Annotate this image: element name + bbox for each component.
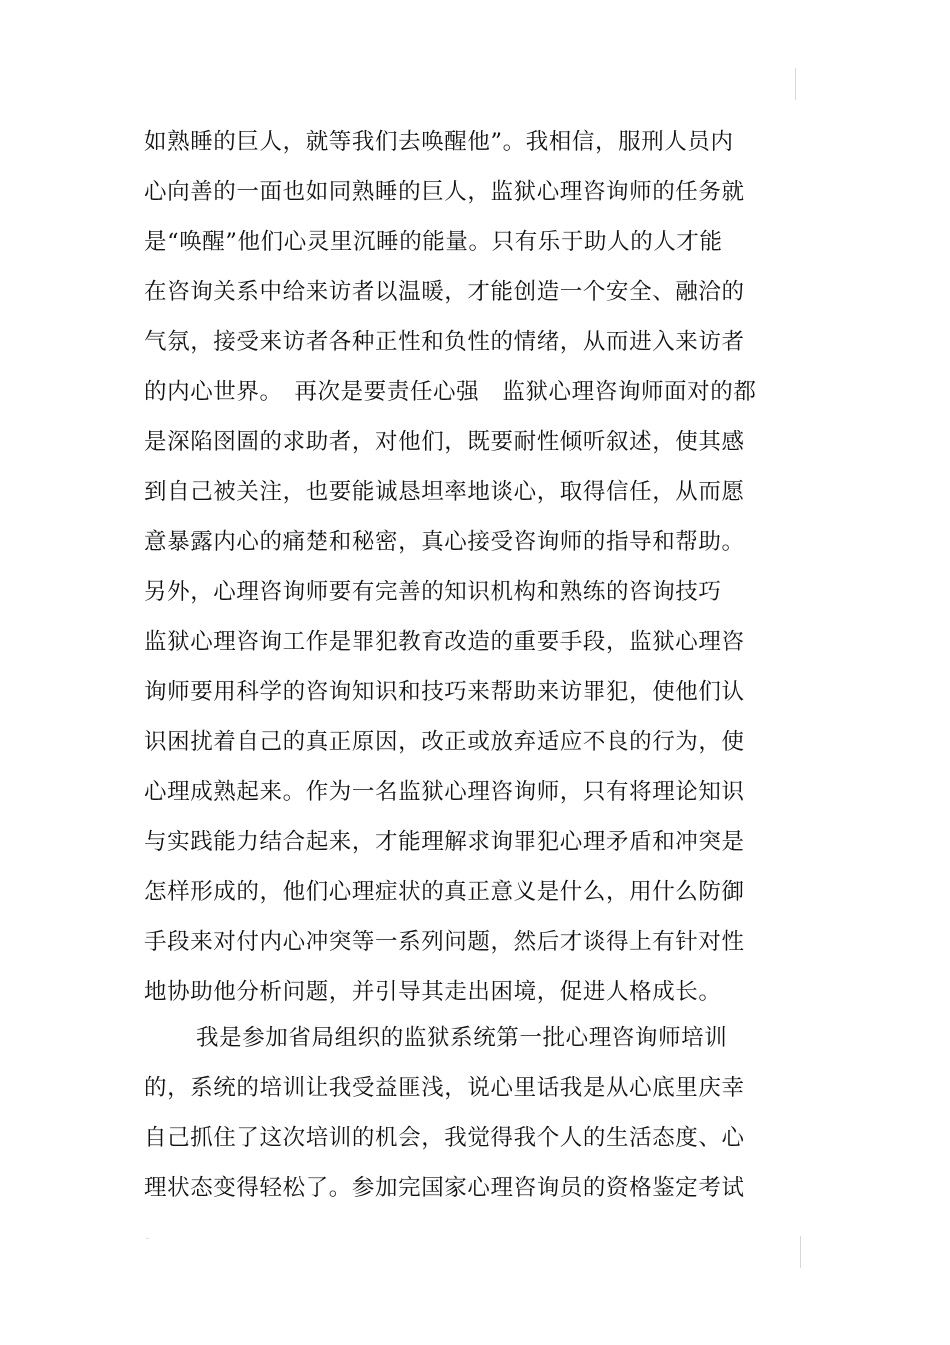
text-line-16: 怎样形成的，他们心理症状的真正意义是什么，用什么防御 — [144, 879, 745, 905]
text-line-17: 手段来对付内心冲突等一系列问题，然后才谈得上有针对性 — [144, 929, 745, 955]
text-line-7: 是深陷囹圄的求助者，对他们，既要耐性倾听叙述，使其感 — [144, 429, 745, 455]
text-line-10: 另外，心理咨询师要有完善的知识机构和熟练的咨询技巧 — [144, 579, 722, 605]
text-line-3: 是“唤醒”他们心灵里沉睡的能量。只有乐于助人的人才能 — [144, 229, 723, 255]
text-line-21: 自己抓住了这次培训的机会，我觉得我个人的生活态度、心 — [144, 1125, 745, 1151]
text-line-18: 地协助他分析问题，并引导其走出困境，促进人格成长。 — [144, 979, 722, 1005]
text-line-20: 的，系统的培训让我受益匪浅，说心里话我是从心底里庆幸 — [144, 1075, 745, 1101]
text-line-9: 意暴露内心的痛楚和秘密，真心接受咨询师的指导和帮助。 — [144, 529, 745, 555]
text-line-14: 心理成熟起来。作为一名监狱心理咨询师，只有将理论知识 — [144, 779, 745, 805]
text-line-13: 识困扰着自己的真正原因，改正或放弃适应不良的行为，使 — [144, 729, 745, 755]
text-line-8: 到自己被关注，也要能诚恳坦率地谈心，取得信任，从而愿 — [144, 479, 745, 505]
text-line-4: 在咨询关系中给来访者以温暖，才能创造一个安全、融洽的 — [144, 279, 745, 305]
page-edge-mark-bottom — [800, 1236, 801, 1268]
text-line-19: 我是参加省局组织的监狱系统第一批心理咨询师培训 — [196, 1025, 728, 1051]
text-line-2: 心向善的一面也如同熟睡的巨人，监狱心理咨询师的任务就 — [144, 179, 745, 205]
page-edge-mark-dot — [146, 1238, 149, 1239]
text-line-15: 与实践能力结合起来，才能理解求询罪犯心理矛盾和冲突是 — [144, 829, 745, 855]
text-line-12: 询师要用科学的咨询知识和技巧来帮助来访罪犯，使他们认 — [144, 679, 745, 705]
text-line-5: 气氛，接受来访者各种正性和负性的情绪，从而进入来访者 — [144, 329, 745, 355]
text-line-6: 的内心世界。 再次是要责任心强 监狱心理咨询师面对的都 — [144, 379, 757, 405]
page-edge-mark-top — [795, 68, 796, 100]
text-line-1: 如熟睡的巨人，就等我们去唤醒他”。我相信，服刑人员内 — [144, 129, 734, 155]
text-line-11: 监狱心理咨询工作是罪犯教育改造的重要手段，监狱心理咨 — [144, 629, 745, 655]
text-line-22: 理状态变得轻松了。参加完国家心理咨询员的资格鉴定考试 — [144, 1175, 745, 1201]
